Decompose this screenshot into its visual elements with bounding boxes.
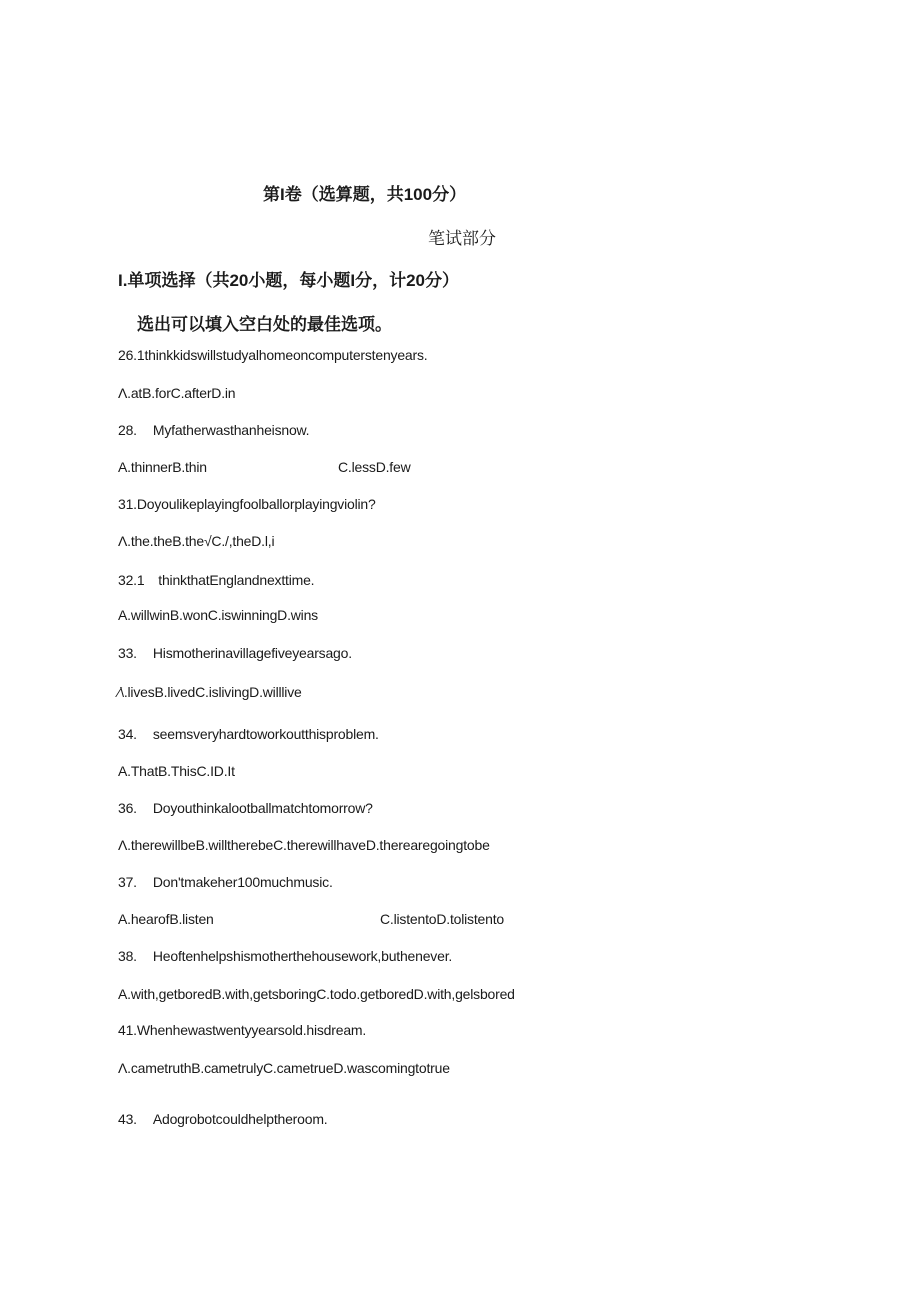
options-text: ∕\.livesB.livedC.islivingD.willlive — [118, 684, 302, 700]
question-number: 33. — [118, 645, 137, 661]
question-text: 1 thinkthatEnglandnexttime. — [136, 572, 315, 588]
options-text: Λ.therewillbeB.willtherebeC.therewillhaveD.therearegoingtobe — [118, 837, 490, 853]
question-stem — [118, 496, 376, 512]
question-stem — [118, 422, 309, 438]
question-number: 34. — [118, 726, 137, 742]
question-stem — [118, 645, 352, 661]
options-text: A.with,getboredB.with,getsboringC.todo.getboredD.with,gelsbored — [118, 986, 515, 1002]
question-text: Hismotherinavillagefiveyearsago. — [152, 645, 352, 661]
options-text: A.hearofB.listen — [118, 911, 214, 927]
options-text: C.listentoD.tolistento — [380, 911, 504, 927]
question-number: 28. — [118, 422, 137, 438]
question-text: Heoftenhelpshismotherthehousework,buthenever. — [152, 948, 453, 964]
question-stem — [118, 726, 379, 742]
question-options — [118, 911, 214, 927]
section-instruction: 选出可以填入空白处的最佳选项。 — [137, 315, 392, 334]
question-text: Doyoulikeplayingfoolballorplayingviolin? — [136, 496, 376, 512]
options-text: A.thinnerB.thin — [118, 459, 207, 475]
section-heading: I.单项选择（共20小题，每小题I分，计20分） — [118, 271, 459, 290]
question-text: seemsveryhardtoworkoutthisproblem. — [152, 726, 379, 742]
part-title: 第I卷（选算题，共100分） — [263, 185, 467, 204]
question-options-cd — [380, 911, 504, 927]
options-text: Λ.atB.forC.afterD.in — [118, 385, 236, 401]
question-stem — [118, 948, 452, 964]
options-text: A.ThatB.ThisC.ID.It — [118, 763, 235, 779]
question-stem — [118, 347, 427, 363]
question-text: Doyouthinkalootballmatchtomorrow? — [152, 800, 373, 816]
question-options — [118, 533, 274, 549]
question-number: 32. — [118, 572, 137, 588]
options-text: Λ.the.theB.the√C./,theD.l,i — [118, 533, 275, 549]
options-text: A.willwinB.wonC.iswinningD.wins — [118, 607, 318, 623]
question-stem — [118, 874, 333, 890]
section-title: 笔试部分 — [428, 229, 496, 248]
question-options — [118, 1060, 450, 1076]
question-stem — [118, 1111, 327, 1127]
question-text: Don'tmakeher100muchmusic. — [152, 874, 333, 890]
question-stem — [118, 800, 373, 816]
question-number: 41. — [118, 1022, 137, 1038]
question-options — [118, 459, 207, 475]
question-stem — [118, 570, 314, 590]
question-options-cd — [338, 459, 410, 475]
options-text: C.lessD.few — [338, 459, 411, 475]
options-text: Λ.cametruthB.cametrulyC.cametrueD.wascomingtotrue — [118, 1060, 450, 1076]
question-number: 36. — [118, 800, 137, 816]
question-stem — [118, 1022, 366, 1038]
question-number: 38. — [118, 948, 137, 964]
question-number: 37. — [118, 874, 137, 890]
question-options — [118, 837, 490, 853]
question-text: Whenhewastwentyyearsold.hisdream. — [136, 1022, 367, 1038]
question-options — [118, 684, 302, 700]
question-text: 1thinkkidswillstudyalhomeoncomputerstenyears. — [136, 347, 428, 363]
question-options — [118, 986, 515, 1002]
question-options — [118, 385, 235, 401]
question-number: 26. — [118, 347, 137, 363]
question-number: 43. — [118, 1111, 137, 1127]
question-options — [118, 763, 235, 779]
question-options — [118, 607, 318, 623]
question-text: Adogrobotcouldhelptheroom. — [152, 1111, 328, 1127]
question-number: 31. — [118, 496, 137, 512]
question-text: Myfatherwasthanheisnow. — [152, 422, 310, 438]
